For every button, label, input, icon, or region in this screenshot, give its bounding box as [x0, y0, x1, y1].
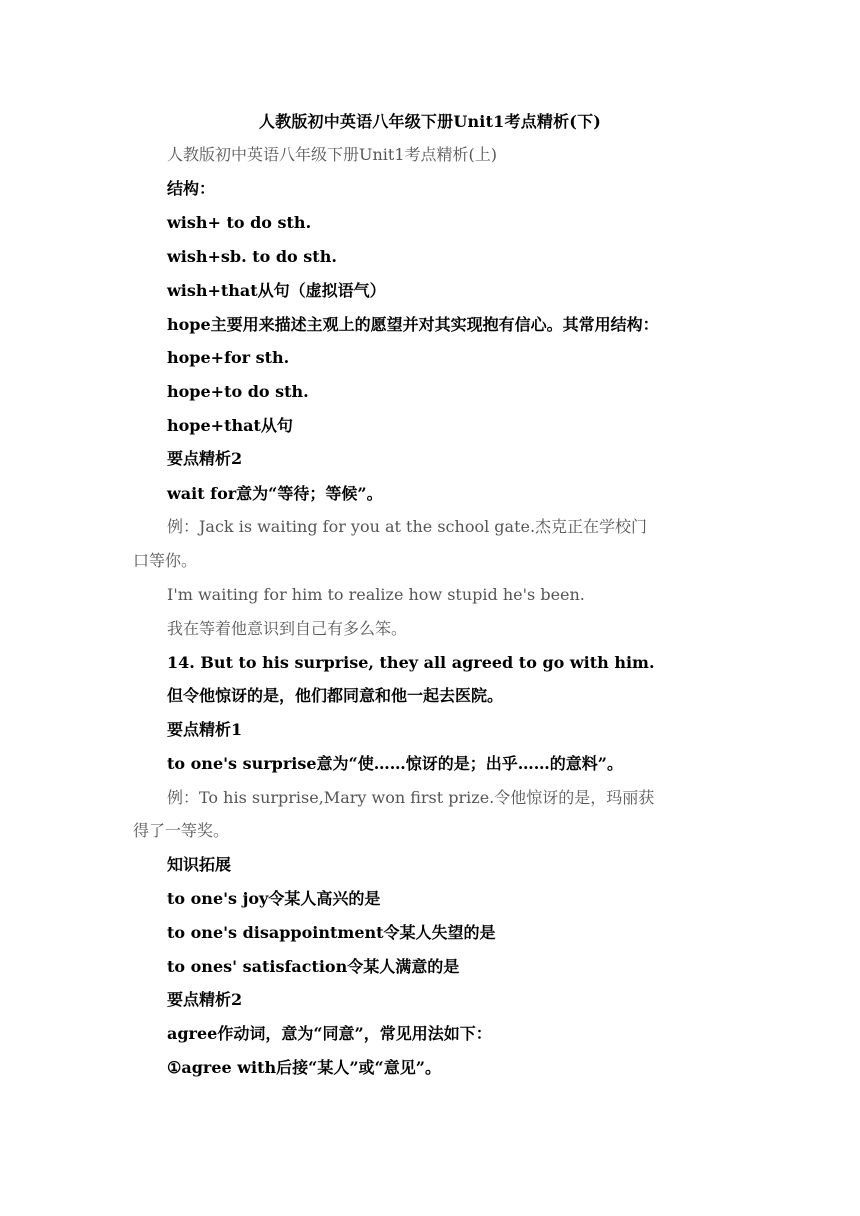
text-line: to ones' satisfaction令某人满意的是 [167, 957, 460, 976]
example-line: 例：To his surprise,Mary won first prize.令他惊讶的是，玛丽获 [167, 788, 655, 807]
text-line: 但令他惊讶的是，他们都同意和他一起去医院。 [167, 686, 504, 705]
section-heading: 要点精析1 [167, 720, 243, 739]
example-line: 得了一等奖。 [133, 821, 230, 840]
example-line: 口等你。 [133, 551, 198, 570]
text-line: hope主要用来描述主观上的愿望并对其实现抱有信心。其常用结构： [167, 315, 659, 334]
example-line: 例：Jack is waiting for you at the school gate.杰克正在学校门 [167, 517, 648, 536]
text-line: 结构： [167, 179, 216, 198]
section-heading: 要点精析2 [167, 990, 243, 1009]
text-line: ①agree with后接“某人”或“意见”。 [167, 1058, 441, 1077]
text-line: wish+sb. to do sth. [167, 247, 337, 266]
example-line: I'm waiting for him to realize how stupid he's been. [167, 585, 585, 604]
example-line: 我在等着他意识到自己有多么笨。 [167, 619, 408, 638]
section-heading: 要点精析2 [167, 449, 243, 468]
text-line: 14. But to his surprise, they all agreed to go with him. [167, 653, 655, 672]
text-line: hope+that从句 [167, 416, 293, 435]
document-title: 人教版初中英语八年级下册Unit1考点精析(下) [258, 112, 602, 131]
text-line: wait for意为“等待；等候”。 [167, 484, 383, 503]
section-heading: 知识拓展 [167, 855, 232, 874]
text-line: to one's joy令某人高兴的是 [167, 889, 381, 908]
subtitle-line: 人教版初中英语八年级下册Unit1考点精析(上) [167, 145, 498, 164]
text-line: agree作动词，意为“同意”，常见用法如下： [167, 1024, 492, 1043]
text-line: wish+that从句（虚拟语气） [167, 281, 386, 300]
text-line: wish+ to do sth. [167, 213, 312, 232]
text-line: to one's surprise意为“使……惊讶的是；出乎……的意料”。 [167, 754, 623, 773]
text-line: hope+for sth. [167, 348, 290, 367]
text-line: to one's disappointment令某人失望的是 [167, 923, 496, 942]
text-line: hope+to do sth. [167, 382, 309, 401]
